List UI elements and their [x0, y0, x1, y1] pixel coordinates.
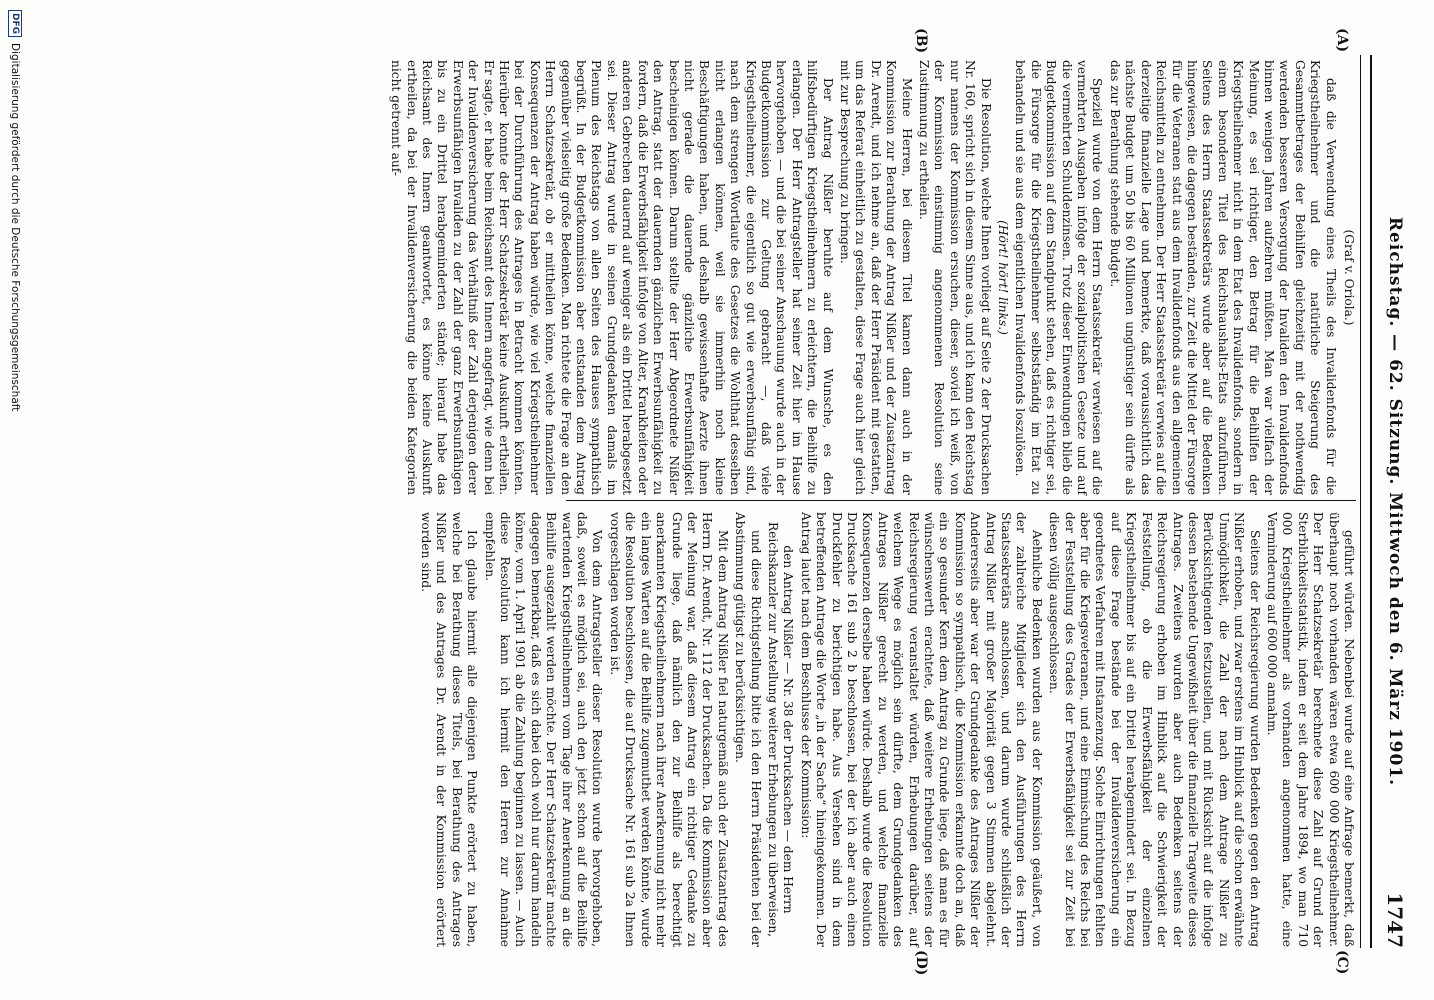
page-header [1370, 55, 1412, 948]
paragraph: Aehnliche Bedenken wurden aus der Kommission geäußert, von der zahlreiche Mitglieder sich den Ausführungen des Herrn Staatssekretärs anschlossen, und darum wurde schließlich der Antrag Nißler mit großer Majorität gegen 3 Stimmen abgelehnt. Andererseits aber war der Grundgedanke des Antrages Nißler der Kommission so sympathisch, die Kommission erkannte doch an, daß ein so gesunder Kern dem Antrag zu Grunde liege, daß man es für wünschenswerth erachtete, daß weitere Erhebungen seitens der Reichsregierung veranstaltet würden, Erhebungen darüber, auf welchem Wege es möglich sein dürfte, dem Grundgedanken des Antrages Nißler gerecht zu werden, und welche finanzielle Konsequenzen derselbe haben würde. Deshalb wurde die Resolution Drucksache 161 sub 2 b beschlossen, bei der ich aber auch einen Druckfehler zu berichtigen habe. Aus Versehen sind in dem betreffenden Antrage die Worte „in der Sache“ hineingekommen. Der Antrag lautet nach dem Beschlusse der Kommission: [798, 512, 1044, 947]
margin-marker-a: (A) [1334, 28, 1350, 53]
funding-note: Digitalisierung gefördert durch die Deutsche Forschungsgemeinschaft [9, 43, 21, 412]
margin-marker-b: (B) [913, 28, 929, 54]
paragraph: und diese Richtigstellung bitte ich den Herrn Präsidenten bei der Abstimmung gütigst zu berücksichtigen. [733, 512, 763, 947]
header-rule [1360, 55, 1361, 948]
digitization-footer [8, 10, 22, 411]
dfg-logo: DFG [8, 10, 22, 37]
right-column [419, 512, 1356, 947]
paragraph: Seitens der Reichsregierung wurden Bedenken gegen den Antrag Nißler erhoben, und zwar erstens im Hinblick auf die schon erwähnte Unmöglichkeit, die Zahl der nach dem Antrage Nißler zu Berücksichtigenden festzustellen, und mit Rücksicht auf die infolge dessen bestehende Ungewißheit über die finanzielle Tragweite dieses Antrages. Zweitens wurden aber auch Bedenken seitens der Reichsregierung erhoben im Hinblick auf die Schwierigkeit der Feststellung, ob die Erwerbsfähigkeit der einzelnen Kriegstheilnehmer bis auf ein Drittel herabgemindert sei. In Bezug auf diese Frage bestände bei der Invalidenversicherung ein geordnetes Verfahren mit Instanzenzug. Solche Einrichtungen fehlten aber für die Kriegsveteranen, und eine Einmischung des Reichs bei der Feststellung des Grades der Erwerbsfähigkeit sei zur Zeit bei diesen völlig ausgeschlossen. [1047, 512, 1262, 947]
column-divider [566, 500, 1356, 501]
page-number: 1747 [1383, 892, 1407, 948]
interjection: (Hört! hört! links.) [996, 220, 1011, 335]
paragraph: Der Antrag Nißler beruhte auf dem Wunsche, es den hilfsbedürftigen Kriegstheilnehmern zu erleichtern, die Beihilfe zu erlangen. Der Herr Antragsteller hat seiner Zeit hier im Hause hervorgehoben — und die bei seiner Anschauung wurde auch in der Budgetkommission zur Geltung gebracht —, daß viele Kriegstheilnehmer, die eigentlich so gut wie erwerbsunfähig sind, nach dem strengen Wortlaute des Gesetzes die Wohlthat desselben nicht erlangen können, weil sie immerhin noch kleine Beschäftigungen haben, und deshalb gewissenhafte Aerzte ihnen nicht gerade die dauernde gänzliche Erwerbsunfähigkeit bescheinigen können. Darum stellte der Herr Abgeordnete Nißler den Antrag, statt der dauernden gänzlichen Erwerbsunfähigkeit zu fordern, daß die Erwerbsfähigkeit infolge von Alter, Krankheiten oder anderen Gebrechen dauernd auf weniger als ein Drittel herabgesetzt sei. Dieser Antrag wurde in seinen Grundgedanken damals im Plenum des Reichstags von allen Seiten des Hauses sympathisch begrüßt. In der Budgetkommission aber entstanden dem Antrag gegenüber vielseitig große Bedenken. Man richtete die Frage an den Herrn Schatzsekretär, ob er mittheilen könne, welche finanziellen Konsequenzen der Antrag haben würde, wie viel Kriegstheilnehmer bei der Durchführung des Antrages in Betracht kommen könnten. Hierüber konnte der Herr Schatzsekretär keine Auskunft ertheilen. Er sagte, er habe beim Reichsamt des Innern angefragt, wie denn bei der Invalidenversicherung das Verhältniß der Zahl derjenigen derer Erwerbsunfähigen Invaliden zu der Zahl der ganz Erwerbsunfähigen bis zu ein Drittel herabgeminderten stände; hierauf habe das Reichsamt des Innern geantwortet, es könne keine Auskunft ertheilen, da bei der Invalidenversicherung die beiden Kategorien nicht getrennt auf- [389, 60, 835, 495]
paragraph: Von dem Antragsteller dieser Resolution wurde hervorgehoben, daß, soweit es möglich sei, auch den jetzt schon auf die Beihilfe wartenden Kriegstheilnehmern vom Tage ihrer Anerkennung an die Beihilfe ausgezahlt werden möchte. Der Herr Schatzsekretär machte dagegen bemerkbar, daß es sich dabei doch wohl nur darum handeln könne, vom 1. April 1901 ab die Zahlung beginnen zu lassen. — Auch diese Resolution kann ich hiermit den Herren zur Annahme empfehlen. [482, 512, 605, 947]
paragraph: Ich glaube hiermit alle diejenigen Punkte erörtert zu haben, welche bei Berathung dieses Titels, bei Berathung des Antrages Nißler und des Antrages Dr. Arendt in der Kommission erörtert worden sind. [419, 512, 480, 947]
paragraph: Mit dem Antrag Nißler fiel naturgemäß auch der Zusatzantrag des Herrn Dr. Arendt, Nr. 112 der Drucksachen. Da die Kommission aber der Meinung war, daß diesem Antrag ein richtiger Gedanke zu Grunde liege, daß nämlich den zur Beihilfe als berechtigt anerkannten Kriegstheilnehmern nach ihrer Anerkennung nicht mehr ein langes Warten auf die Beihilfe zugemuthet werden könnte, wurde die Resolution beschlossen, die auf Drucksache Nr. 161 sub 2a Ihnen vorgeschlagen worden ist. [607, 512, 730, 947]
paragraph: geführt würden. Nebenbei wurde auf eine Anfrage bemerkt, daß überhaupt noch vorhanden wären etwa 600 000 Kriegstheilnehmer. Der Herr Schatzsekretär berechnete diese Zahl auf Grund der Sterblichkeitsstatistik, indem er seit dem Jahre 1894, wo man 710 000 Kriegstheilnehmer als vorhanden angenommen hatte, eine Verminderung auf 600 000 annahm. [1264, 512, 1356, 947]
margin-marker-c: (C) [1334, 950, 1350, 975]
paragraph: Meine Herren, bei diesem Titel kamen dann auch in der Kommission zur Berathung der Antrag Nißler und der Zusatzantrag Dr. Arendt, und ich nehme an, daß der Herr Präsident mit gestatten, um das Referat einheitlich zu gestalten, diese Frage auch hier gleich mit zur Besprechung zu bringen. [838, 60, 914, 495]
speaker-name: (Graf v. Oriola.) [1342, 229, 1356, 326]
header-title: Reichstag. — 62. Sitzung. Mittwoch den 6. März 1901. [1385, 216, 1405, 787]
quoted-resolution: den Antrag Nißler — Nr. 38 der Drucksachen — dem Herrn Reichskanzler zur Anstellung weiterer Erhebungen zu überweisen, [765, 521, 796, 938]
paragraph: Speziell wurde von dem Herrn Staatssekretär verwiesen auf die vermehrten Ausgaben infolge der sozialpolitischen Gesetze und auf die vermehrten Schuldenzinsen. Trotz dieser Einwendungen blieb die Budgetkommission auf dem Standpunkt stehen, daß es richtiger sei, die Fürsorge für die Kriegstheilnehmer selbstständig im Etat zu behandeln und sie aus dem eigentlichen Invalidenfonds loszulösen. [1013, 60, 1105, 495]
paragraph: daß die Verwendung eines Theils des Invalidenfonds für die Kriegstheilnehmer und die natürliche Steigerung des Gesammtbetrages der Beihilfen gleichzeitig mit der nothwendig werdenden besseren Versorgung der Invaliden den Invalidenfonds binnen wenigen Jahren aufzehren müßten. Man war vielfach der Meinung, es sei richtiger, den Betrag für die Beihilfen der Kriegstheilnehmer nicht in dem Etat des Invalidenfonds, sondern in einem besonderen Titel des Reichshaushalts-Etats aufzuführen. Seitens des Herrn Staatssekretärs wurde aber auf die Bedenken hingewiesen, die dagegen beständen, zur Zeit die Mittel der Fürsorge für die Veteranen statt aus dem Invalidenfonds aus den allgemeinen Reichsmitteln zu entnehmen. Der Herr Staatssekretär verwies auf die derzeitige finanzielle Lage und bemerkte, daß voraussichtlich das nächste Budget um 50 bis 60 Millionen ungünstiger sein dürfte als das zur Berathung stehende Budget. [1107, 60, 1338, 495]
left-column [389, 60, 1356, 495]
paragraph: Die Resolution, welche Ihnen vorliegt auf Seite 2 der Drucksachen Nr. 160, spricht sich in diesem Sinne aus, und ich kann den Reichstag nur namens der Kommission ersuchen, dieser, soviel ich weiß, von der Kommission einstimmig angenommenen Resolution seine Zustimmung zu ertheilen. [917, 60, 993, 495]
margin-marker-d: (D) [913, 950, 929, 976]
